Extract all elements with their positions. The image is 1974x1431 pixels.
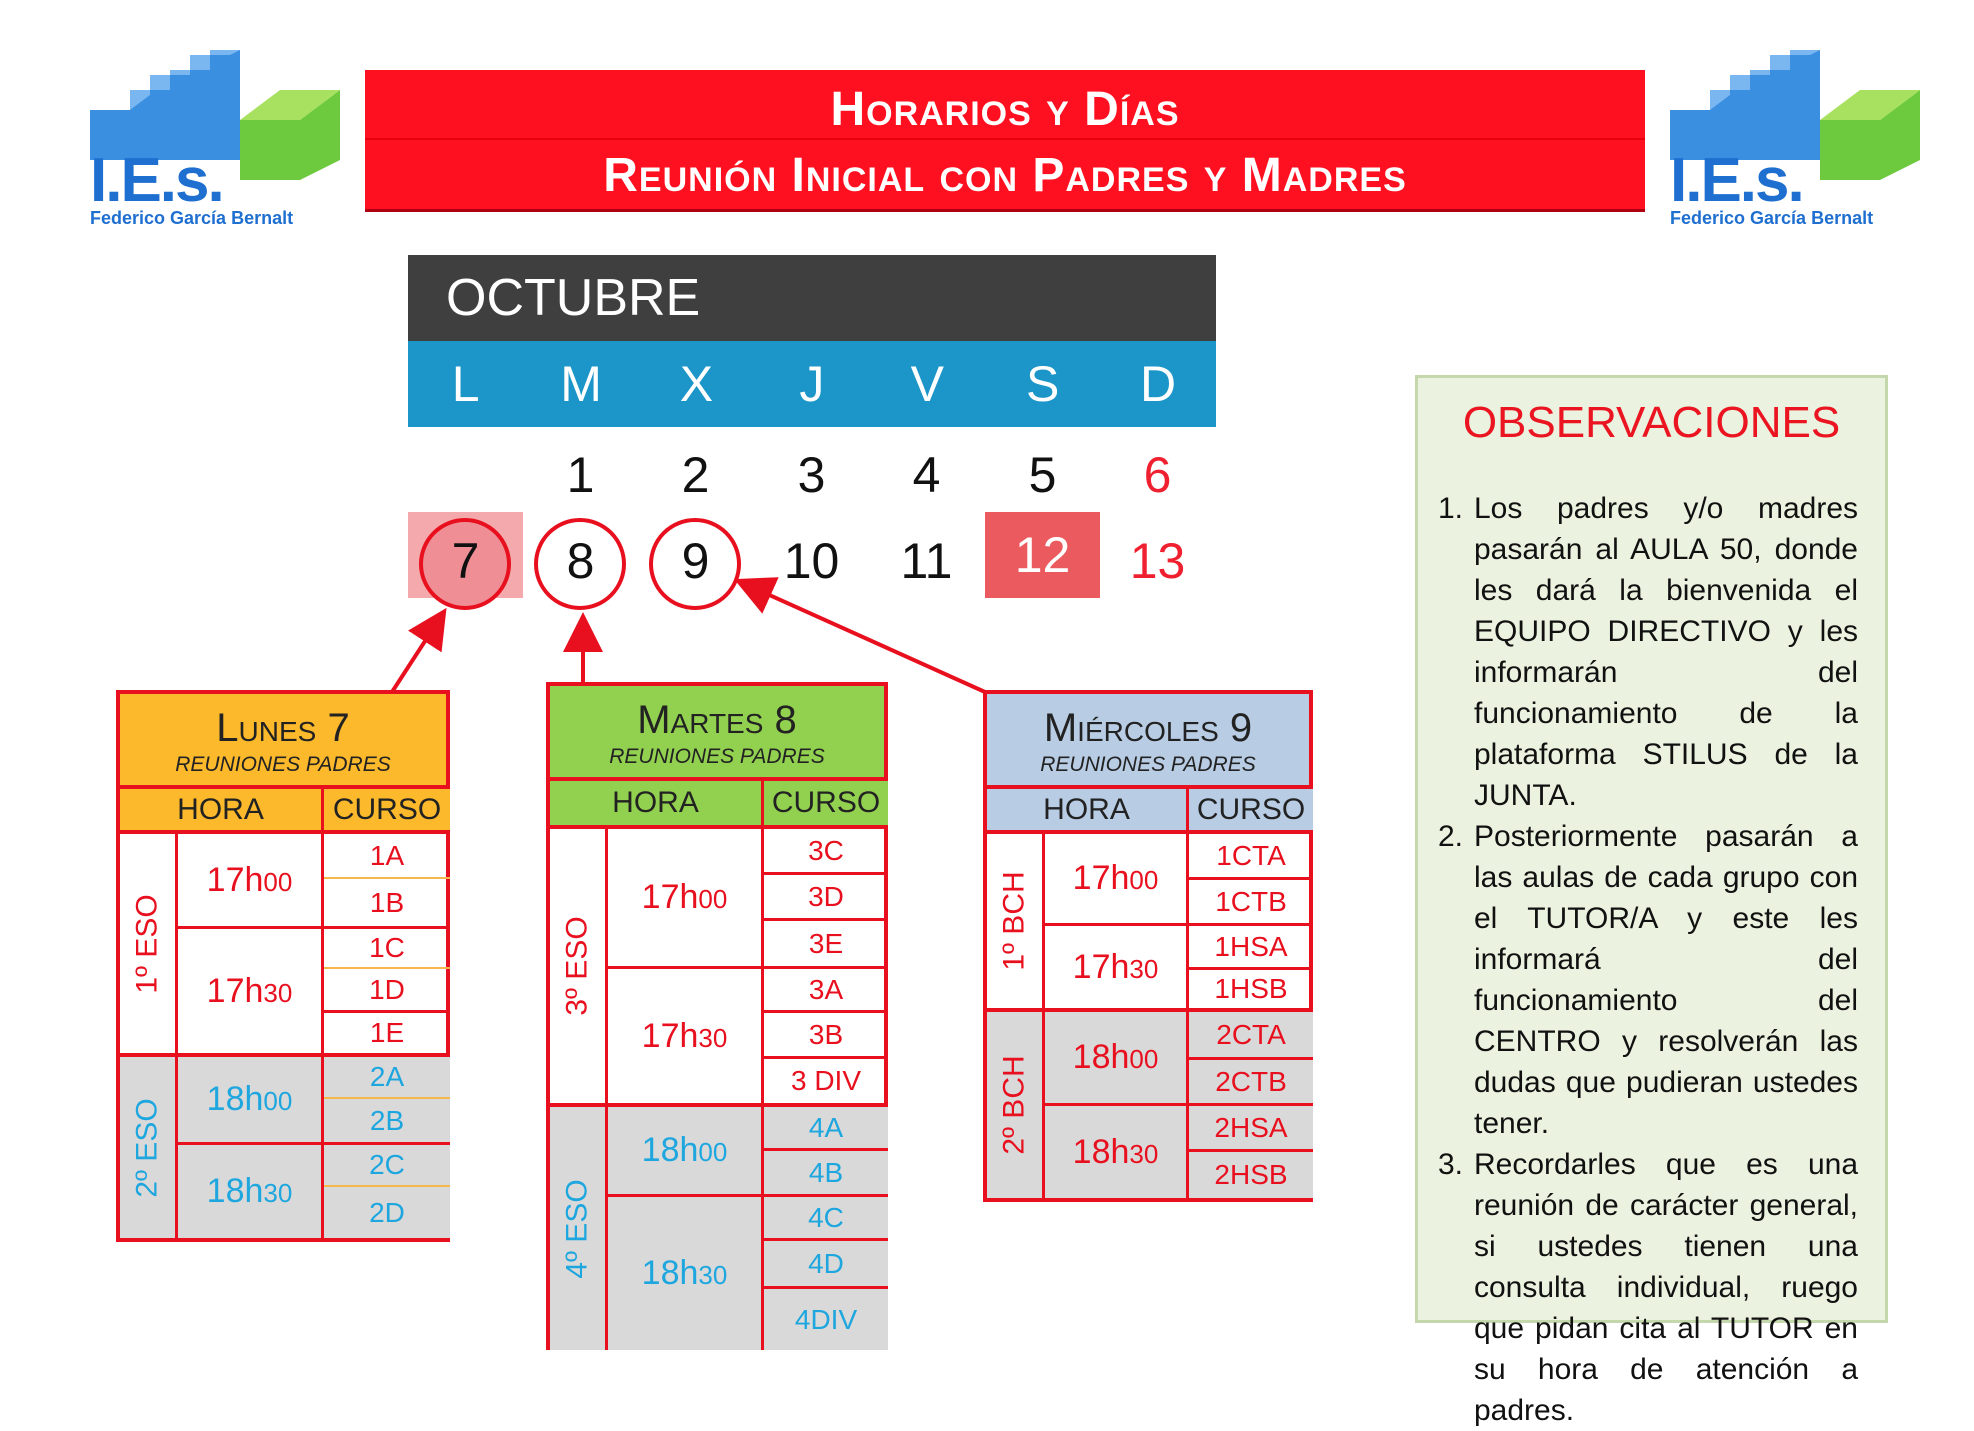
logo-ies-text: I.E.s. [1670, 146, 1803, 215]
martes-header [550, 686, 884, 781]
curso-label: CURSO [771, 786, 881, 819]
observations-panel [1415, 375, 1888, 1427]
course-cell [324, 879, 450, 929]
hour-label: 18h30 [1072, 1132, 1159, 1171]
lunes-curso-header [324, 789, 450, 834]
group-label: 2º ESO [130, 1097, 164, 1198]
hour-label: 18h00 [641, 1131, 728, 1169]
miercoles-hour-cell [1045, 926, 1189, 1012]
course-label: 3A [808, 973, 844, 1005]
group-label: 4º ESO [560, 1178, 594, 1279]
martes-subtitle: REUNIONES PADRES [609, 745, 825, 768]
lunes-group-2eso [120, 1057, 178, 1238]
observation-number: 3. [1438, 1148, 1464, 1181]
course-label: 1HSA [1214, 930, 1288, 962]
course-label: 2CTB [1215, 1065, 1287, 1097]
curso-label: CURSO [1196, 792, 1306, 826]
lunes-subtitle: REUNIONES PADRES [175, 753, 391, 776]
martes-group-4eso [550, 1107, 608, 1350]
logo-ies-text: I.E.s. [90, 146, 223, 215]
hour-label: 17h00 [641, 878, 728, 916]
course-cell [764, 1289, 888, 1350]
observation-item [1438, 1144, 1858, 1431]
weekday-header: L [451, 356, 480, 412]
calendar-day-sunday: 13 [1129, 533, 1186, 589]
observation-text: Recordarles que es una reunión de carácter general, si ustedes tienen una consulta individual, ruego que pidan cita al TUTOR en su hora de atención a padres. [1474, 1148, 1858, 1427]
miercoles-subtitle: REUNIONES PADRES [1040, 753, 1256, 776]
lunes-hora-header [120, 789, 324, 834]
course-label: 1B [369, 886, 405, 918]
weekday-header: D [1139, 356, 1177, 412]
hour-label: 18h30 [206, 1172, 293, 1210]
lunes-hour-cell [178, 834, 324, 929]
hour-label: 18h00 [206, 1080, 293, 1118]
course-cell [764, 1059, 888, 1107]
course-label: 1CTB [1215, 885, 1287, 917]
course-label: 4B [808, 1156, 844, 1188]
course-label: 1D [369, 973, 405, 1005]
hour-label: 17h00 [1072, 859, 1159, 897]
calendar-day-8: 8 [566, 533, 595, 589]
course-label: 2HSA [1214, 1111, 1288, 1143]
course-cell [764, 1241, 888, 1289]
observation-text: Posteriormente pasarán a las aulas de cada grupo con el TUTOR/A y este les informará del funcionamiento del CENTRO y resolverán las dudas que pudieran ustedes tener. [1474, 820, 1858, 1140]
lunes-group-1eso [120, 834, 178, 1057]
weekday-header: M [560, 356, 602, 412]
observations-title: OBSERVACIONES [1462, 398, 1841, 447]
course-label: 2D [369, 1196, 405, 1228]
course-cell [764, 829, 888, 875]
weekday-header: J [799, 356, 825, 412]
course-label: 2A [369, 1061, 405, 1092]
lunes-hour-cell [178, 1057, 324, 1145]
martes-group-3eso [550, 829, 608, 1107]
miercoles-day-title: Miércoles 9 [1043, 706, 1253, 750]
weekday-header: S [1025, 356, 1060, 412]
observation-item [1438, 488, 1858, 816]
course-cell [324, 1145, 450, 1187]
lunes-schedule-table [116, 690, 450, 1242]
miercoles-schedule-table [983, 690, 1313, 1202]
calendar-day: 10 [783, 533, 840, 589]
course-cell [1189, 926, 1313, 970]
calendar-day: 4 [912, 447, 941, 503]
calendar-day: 11 [900, 533, 953, 589]
miercoles-group-1bch [987, 834, 1045, 1012]
course-label: 3E [808, 927, 844, 959]
course-cell [764, 875, 888, 921]
observations-list [1438, 488, 1858, 1431]
course-cell [324, 1187, 450, 1238]
hour-label: 17h00 [206, 860, 293, 899]
martes-schedule-table [546, 682, 888, 1350]
calendar-day-sunday: 6 [1143, 447, 1172, 503]
hora-label: HORA [177, 792, 264, 826]
course-cell [764, 969, 888, 1013]
calendar-day: 2 [681, 447, 710, 503]
course-label: 1C [369, 932, 405, 963]
course-label: 3 DIV [790, 1065, 862, 1096]
course-cell [764, 1107, 888, 1151]
martes-day-title: Martes 8 [637, 698, 797, 742]
course-label: 4D [808, 1247, 844, 1279]
miercoles-header [987, 694, 1309, 789]
martes-hour-cell [608, 1107, 764, 1197]
hora-label: HORA [612, 786, 699, 819]
course-cell [324, 929, 450, 969]
lunes-day-title: Lunes 7 [216, 706, 350, 750]
calendar-day-7: 7 [451, 533, 480, 589]
course-cell [764, 1013, 888, 1059]
observation-number: 2. [1438, 820, 1464, 853]
course-cell [1189, 834, 1313, 880]
lunes-hour-cell [178, 929, 324, 1057]
course-label: 1A [369, 839, 405, 871]
hour-label: 18h00 [1072, 1038, 1159, 1076]
calendar-month: OCTUBRE [408, 255, 1216, 341]
course-label: 4DIV [794, 1303, 858, 1335]
curso-label: CURSO [332, 792, 442, 826]
course-cell [1189, 880, 1313, 926]
hour-label: 17h30 [1072, 947, 1159, 986]
course-cell [1189, 1106, 1313, 1152]
miercoles-hour-cell [1045, 1012, 1189, 1106]
title-line-2: Reunión Inicial con Padres y Madres [603, 149, 1407, 202]
course-label: 4A [808, 1111, 844, 1143]
course-label: 4C [808, 1201, 844, 1233]
observation-text: Los padres y/o madres pasarán al AULA 50, donde les dará la bienvenida el EQUIPO DIRECTIVO y les informarán del funcionamiento de la plataforma STILUS de la JUNTA. [1474, 492, 1858, 812]
course-cell [1189, 1012, 1313, 1060]
course-cell [324, 969, 450, 1013]
miercoles-hour-cell [1045, 1106, 1189, 1198]
arrow-to-day-9 [745, 584, 985, 692]
calendar-day-9: 9 [681, 533, 710, 589]
weekday-header: V [910, 356, 944, 412]
course-cell [1189, 1152, 1313, 1198]
course-label: 1E [369, 1017, 405, 1048]
hour-label: 17h30 [206, 971, 293, 1010]
logo-school-name: Federico García Bernalt [90, 208, 294, 228]
course-label: 3B [808, 1018, 844, 1050]
course-cell [324, 1013, 450, 1057]
course-label: 3C [808, 834, 844, 866]
course-cell [1189, 970, 1313, 1012]
logo-school-name: Federico García Bernalt [1670, 208, 1874, 228]
course-cell [324, 834, 450, 879]
arrow-to-day-7 [392, 618, 440, 692]
calendar-day: 3 [797, 447, 826, 503]
martes-hour-cell [608, 829, 764, 969]
calendar-day: 5 [1028, 447, 1057, 503]
miercoles-curso-header [1189, 789, 1313, 834]
weekday-header: X [679, 356, 714, 412]
course-cell [764, 1151, 888, 1197]
calendar-day: 1 [566, 447, 595, 503]
martes-curso-header [764, 781, 888, 829]
martes-hour-cell [608, 1197, 764, 1350]
group-label: 3º ESO [560, 916, 594, 1016]
martes-hour-cell [608, 969, 764, 1107]
lunes-hour-cell [178, 1145, 324, 1238]
hour-label: 17h30 [641, 1016, 728, 1055]
hour-label: 18h30 [641, 1254, 728, 1292]
observation-number: 1. [1438, 492, 1464, 525]
title-line-1: Horarios y Días [830, 83, 1180, 136]
course-label: 2C [369, 1149, 405, 1180]
course-label: 3D [808, 880, 844, 912]
miercoles-hour-cell [1045, 834, 1189, 926]
hora-label: HORA [1043, 792, 1130, 826]
observation-item [1438, 816, 1858, 1144]
course-cell [764, 1197, 888, 1241]
calendar-day-holiday: 12 [985, 512, 1100, 598]
course-cell [1189, 1060, 1313, 1106]
group-label: 1º ESO [130, 893, 164, 994]
course-cell [324, 1099, 450, 1145]
miercoles-group-2bch [987, 1012, 1045, 1198]
course-label: 1HSB [1214, 973, 1288, 1004]
course-label: 2B [369, 1104, 405, 1136]
course-cell [324, 1057, 450, 1099]
course-label: 2CTA [1216, 1018, 1286, 1050]
group-label: 2º BCH [997, 1055, 1031, 1155]
group-label: 1º BCH [997, 871, 1031, 971]
course-cell [764, 921, 888, 969]
course-label: 1CTA [1216, 839, 1286, 871]
miercoles-hora-header [987, 789, 1189, 834]
martes-hora-header [550, 781, 764, 829]
course-label: 2HSB [1214, 1159, 1288, 1190]
lunes-header [120, 694, 446, 789]
